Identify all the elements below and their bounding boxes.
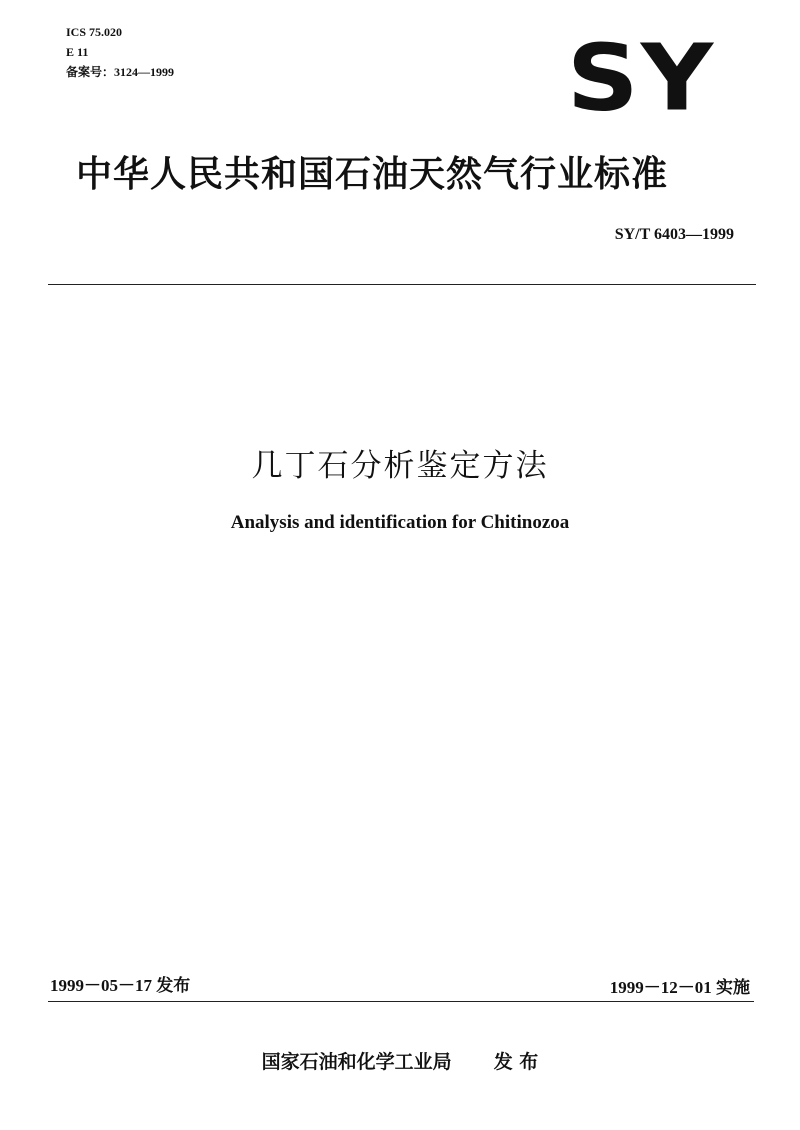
publisher-action: 发 布 — [493, 1051, 539, 1073]
category-code: E 11 — [66, 45, 89, 59]
footer-divider — [48, 1001, 754, 1002]
standard-series-title: 中华人民共和国石油天然气行业标准 — [76, 154, 669, 195]
header-divider — [48, 284, 756, 285]
filing-number: 备案号：3124—1999 — [66, 65, 175, 79]
document-title-english: Analysis and identification for Chitinozoa — [230, 512, 570, 533]
metadata-block — [66, 22, 174, 82]
document-title-chinese: 几丁石分析鉴定方法 — [251, 448, 549, 484]
issue-date: 1999－05－17 发布 — [50, 976, 191, 995]
sy-logo — [566, 32, 716, 120]
publisher-line — [0, 1047, 800, 1074]
ics-code: ICS 75.020 — [66, 25, 123, 39]
implementation-date: 1999－12－01 实施 — [609, 978, 750, 997]
sy-logo-text: SY — [566, 32, 716, 120]
standard-number: SY/T 6403—1999 — [614, 226, 734, 243]
publisher-name: 国家石油和化学工业局 — [261, 1051, 452, 1073]
